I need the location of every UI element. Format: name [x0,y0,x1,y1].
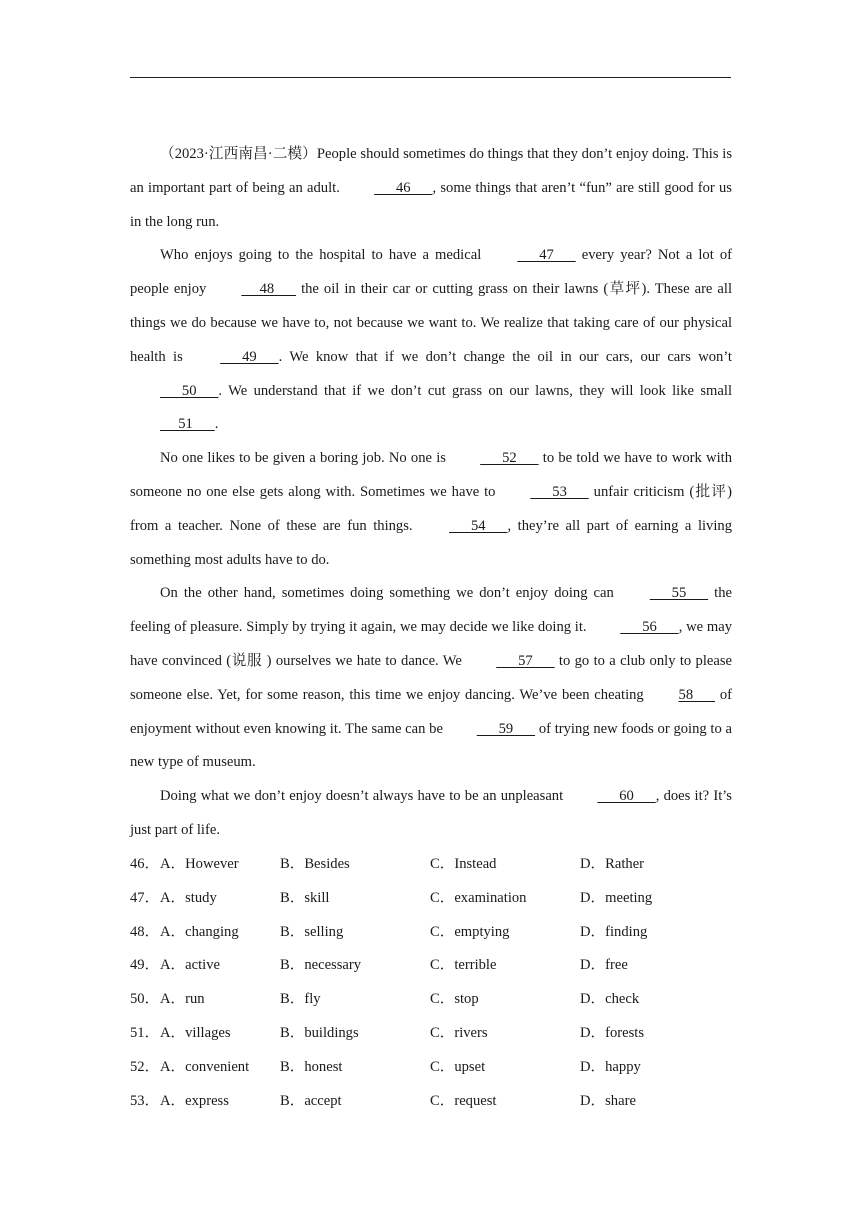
text: . We know that if we don’t change the oil in our cars, our cars won’t [278,348,732,365]
option-a[interactable]: A．convenient [160,1058,250,1075]
option-a[interactable]: A．However [160,856,239,872]
text: , they’re all part of earning a living something most adults have to do. [130,517,732,568]
question-number: 49． [130,957,160,974]
blank-56[interactable]: 56 [620,619,679,636]
option-b[interactable]: B．selling [280,923,344,940]
text: to go to a club only to please someone else. Yet, for some reason, this time we enjoy dancing. We’ve been cheating [130,652,732,703]
option-c[interactable]: C．rivers [430,1024,488,1041]
header-rule [130,77,731,78]
blank-59[interactable]: 59 [476,720,536,737]
option-d[interactable]: D．forests [580,1024,645,1041]
cloze-passage [130,138,732,848]
text: of trying new foods or going to a new type of museum. [130,720,732,771]
paragraph-1 [130,138,732,239]
text: . We understand that if we don’t cut grass on our lawns, they will look like small [218,382,732,399]
text: No one likes to be given a boring job. No one is [160,450,451,467]
blank-48[interactable]: 48 [241,281,297,298]
blank-52[interactable]: 52 [480,450,539,467]
option-c[interactable]: C．terrible [430,957,497,974]
text: Doing what we don’t enjoy doesn’t always have to be an unpleasant [160,788,568,805]
question-row-52 [130,1051,732,1085]
text: , we may have convinced (说服 ) ourselves we hate to dance. We [130,619,732,669]
blank-53[interactable]: 53 [530,483,589,500]
question-number: 53． [130,1092,160,1109]
blank-58[interactable]: 58 [678,686,716,703]
option-b[interactable]: B．fly [280,991,321,1008]
option-c[interactable]: C．emptying [430,923,510,940]
option-b[interactable]: B．buildings [280,1024,359,1041]
option-b[interactable]: B．necessary [280,957,362,974]
option-b[interactable]: B．skill [280,889,330,906]
question-number: 48． [130,923,160,940]
blank-55[interactable]: 55 [649,585,709,602]
option-a[interactable]: A．active [160,957,220,974]
blank-57[interactable]: 57 [496,652,555,669]
option-d[interactable]: D．Rather [580,856,645,872]
option-a[interactable]: A．run [160,991,205,1008]
text: the oil in their car or cutting grass on their lawns (草坪). These are all things we do because we have to, not because we want to. We realize that taking care of our physical health is [130,281,732,365]
option-c[interactable]: C．examination [430,889,527,906]
option-a[interactable]: A．villages [160,1024,231,1041]
blank-47[interactable]: 47 [517,247,576,264]
answer-options [130,848,732,1118]
option-c[interactable]: C．Instead [430,856,497,872]
text: , some things that aren’t “fun” are still good for us in the long run. [130,179,732,230]
text: the feeling of pleasure. Simply by trying it again, we may decide we like doing it. [130,585,732,636]
blank-49[interactable]: 49 [220,348,279,365]
option-a[interactable]: A．express [160,1092,229,1109]
option-b[interactable]: B．Besides [280,856,350,872]
option-b[interactable]: B．accept [280,1092,342,1109]
option-d[interactable]: D．check [580,991,640,1008]
paragraph-3 [130,442,732,577]
question-number: 46． [130,856,160,872]
text: every year? Not a lot of people enjoy [130,247,732,298]
text: On the other hand, sometimes doing something we don’t enjoy doing can [160,585,620,602]
option-d[interactable]: D．share [580,1092,636,1109]
question-row-46 [130,848,732,882]
text: （2023·江西南昌·二模）People should sometimes do things that they don’t enjoy doing. This is an important part of being an adult. [130,146,732,196]
paragraph-2 [130,239,732,442]
question-number: 52． [130,1058,160,1075]
question-row-50 [130,983,732,1017]
blank-60[interactable]: 60 [597,788,656,805]
option-a[interactable]: A．changing [160,923,239,940]
blank-51[interactable]: 51 [160,416,215,433]
blank-54[interactable]: 54 [449,517,508,534]
option-d[interactable]: D．finding [580,923,648,940]
option-c[interactable]: C．upset [430,1058,486,1075]
option-d[interactable]: D．meeting [580,889,653,906]
option-c[interactable]: C．request [430,1092,497,1109]
question-row-53 [130,1085,732,1119]
option-d[interactable]: D．happy [580,1058,641,1075]
option-c[interactable]: C．stop [430,991,479,1008]
option-d[interactable]: D．free [580,957,628,974]
question-number: 50． [130,991,160,1008]
paragraph-4 [130,577,732,780]
blank-50[interactable]: 50 [160,382,219,399]
blank-46[interactable]: 46 [374,179,433,196]
question-row-49 [130,949,732,983]
option-b[interactable]: B．honest [280,1058,343,1075]
question-row-47 [130,882,732,916]
text: , does it? It’s just part of life. [130,788,732,838]
text: unfair criticism (批评) from a teacher. None of these are fun things. [130,483,732,534]
option-a[interactable]: A．study [160,889,217,906]
text: to be told we have to work with someone no one else gets along with. Sometimes we have to [130,450,732,500]
question-number: 47． [130,889,160,906]
question-row-48 [130,916,732,950]
text: Who enjoys going to the hospital to have a medical [160,247,488,264]
text: . [214,416,219,433]
text: of enjoyment without even knowing it. The same can be [130,686,732,737]
question-number: 51． [130,1024,160,1041]
paragraph-5 [130,780,732,848]
question-row-51 [130,1017,732,1051]
